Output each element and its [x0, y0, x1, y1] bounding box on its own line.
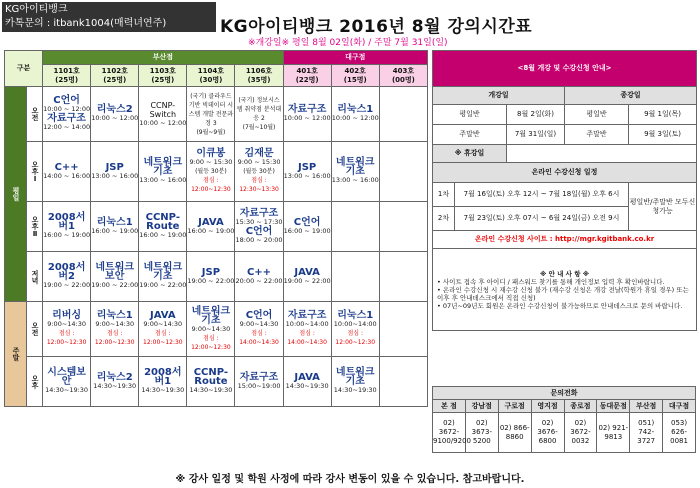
- contact-phone: 053) 626-0081: [663, 413, 696, 453]
- lunch-note: 점심 : 14:00~14:30: [287, 330, 327, 346]
- class-time: 19:00 ~ 22:00: [139, 281, 187, 289]
- class-name: 리눅스1: [337, 310, 374, 321]
- schedule-cell: [283, 202, 331, 252]
- schedule-cell: [139, 302, 187, 357]
- contact-table: [432, 386, 696, 453]
- notice-2: • 온라인 수강신청 시 재수강 신청 불가 (재수강 신청은 개강 전날(학원가 휴일 경우) 또는 이후 후 안내데스크에서 직접 신청): [437, 285, 689, 302]
- cell-note: (국기) 정보시스템 취약점 분석대응 2: [236, 97, 282, 122]
- room-header-text: 401호: [296, 66, 318, 75]
- schedule-cell: [283, 357, 331, 407]
- schedule-cell: [187, 202, 235, 252]
- class-name: C언어: [293, 216, 321, 228]
- contact-branch: 부산점: [630, 400, 663, 413]
- lunch-note: 점심 : 12:00~12:30: [191, 177, 231, 193]
- class-time: 18:00 ~ 20:00: [235, 235, 283, 244]
- class-time: 19:00 ~ 22:00: [91, 281, 139, 289]
- contact-branch: 대구점: [663, 400, 696, 413]
- contact-title: 문의전화: [433, 387, 696, 400]
- slot-am: 오전: [27, 87, 43, 142]
- room-header: [283, 65, 331, 87]
- schedule-cell: [331, 357, 379, 407]
- class-name: C++: [246, 266, 272, 278]
- online-round-2: 2차: [433, 207, 455, 231]
- class-name: C++: [54, 161, 79, 173]
- schedule-cell: [91, 142, 139, 202]
- class-time: 10:00 ~ 12:00: [91, 114, 139, 122]
- schedule-cell: [187, 252, 235, 302]
- schedule-cell: [91, 302, 139, 357]
- lunch-note: 점심 : 12:00~12:30: [143, 330, 183, 346]
- room-header-text: (25명): [103, 75, 127, 84]
- brand-box: [2, 2, 216, 32]
- cell-note: (월등 30분): [195, 168, 227, 175]
- class-time: 13:00 ~ 16:00: [283, 171, 331, 180]
- class-time: 15:00~19:00: [237, 381, 281, 390]
- contact-phone: 02) 3672-9100/9200: [433, 413, 466, 453]
- schedule-cell: [139, 142, 187, 202]
- class-name: JSP: [298, 161, 317, 173]
- schedule-cell: [379, 87, 427, 142]
- class-name: CCNP-Route: [193, 367, 229, 387]
- class-time: 14:30~19:30: [141, 386, 185, 394]
- schedule-cell: [43, 252, 91, 302]
- class-name: 리눅스1: [337, 104, 374, 115]
- class-time: 12:00 ~ 14:00: [43, 123, 91, 131]
- schedule-cell: [235, 252, 283, 302]
- schedule-cell: [187, 302, 235, 357]
- class-name: 리버싱: [52, 310, 82, 321]
- online-round-1: 1차: [433, 183, 455, 207]
- class-time: 13:00 ~ 16:00: [139, 176, 187, 184]
- class-name: 리눅스2: [96, 371, 133, 383]
- room-header-text: (35명): [247, 75, 271, 84]
- room-header-text: 1101호: [53, 66, 80, 75]
- signup-site-link[interactable]: 온라인 수강신청 사이트 : http://mgr.kgitbank.co.kr: [433, 231, 697, 249]
- schedule-cell: [283, 302, 331, 357]
- online-period-1: 7월 16일(토) 오후 12시 ~ 7월 18일(월) 오후 6시: [455, 183, 629, 207]
- schedule-cell: [187, 357, 235, 407]
- lunch-note: 점심 : 12:00~12:30: [335, 330, 376, 346]
- class-time: 10:00 ~ 12:00: [283, 114, 331, 122]
- room-header: [235, 65, 283, 87]
- room-header-text: (25명): [151, 75, 175, 84]
- schedule-cell: [379, 202, 427, 252]
- lunch-note: 점심 : 12:00~12:30: [191, 334, 231, 351]
- class-name: CCNP-Switch: [149, 100, 177, 119]
- class-name: C언어: [245, 310, 273, 321]
- class-name: JAVA: [150, 310, 176, 321]
- schedule-cell: [235, 357, 283, 407]
- contact-phone: 02) 3676-6800: [531, 413, 564, 453]
- schedule-cell: [43, 357, 91, 407]
- class-time: 10:00 ~ 12:00: [331, 114, 379, 122]
- info-header: <8월 개강 및 수강신청 안내>: [433, 51, 697, 87]
- schedule-cell: [43, 87, 91, 142]
- class-name: 자료구조: [287, 310, 327, 321]
- room-header-text: 1102호: [101, 66, 128, 75]
- close-head: 종강일: [565, 87, 697, 105]
- schedule-cell: [283, 252, 331, 302]
- class-name: 네트워크기초: [335, 367, 375, 387]
- class-name: 자료구조: [239, 207, 279, 219]
- class-time: 9:00~14:30: [47, 320, 87, 328]
- contact-branch: 본 점: [433, 400, 466, 413]
- class-name: CCNP-Route: [145, 212, 180, 232]
- class-name: 2008서버1: [47, 212, 86, 232]
- class-name: 네트워크 기초: [191, 305, 231, 326]
- schedule-table: [4, 50, 428, 407]
- room-header-text: (30명): [199, 75, 223, 84]
- room-header: [187, 65, 235, 87]
- schedule-cell: [235, 87, 283, 142]
- room-header-text: 402호: [344, 66, 366, 75]
- class-name: 네트워크기초: [335, 157, 375, 177]
- class-time: 9:00~14:30: [95, 320, 135, 328]
- contact-phone: 051) 742-3727: [630, 413, 663, 453]
- open-head: 개강일: [433, 87, 565, 105]
- contact-phone: 02) 921-9813: [597, 413, 630, 453]
- close-weekend-label: 주말반: [565, 125, 629, 145]
- class-time: 14:30~19:30: [93, 381, 137, 390]
- slot-pm2: 오후Ⅱ: [27, 202, 43, 252]
- class-time: 16:00 ~ 19:00: [43, 231, 91, 239]
- class-name: JAVA: [294, 266, 320, 278]
- class-name: 자료구조: [287, 104, 327, 115]
- class-name: C언어: [245, 225, 273, 237]
- class-time: 9:00 ~ 15:30: [189, 158, 233, 166]
- class-name: 리눅스1: [96, 310, 133, 321]
- brand-contact: 카톡문의 : itbank1004(매력녀연주): [5, 18, 167, 29]
- schedule-cell: [331, 87, 379, 142]
- schedule-cell: [91, 357, 139, 407]
- slot-pm1: 오후Ⅰ: [27, 142, 43, 202]
- schedule-cell: [139, 87, 187, 142]
- schedule-cell: [91, 87, 139, 142]
- cell-note: (월등 30분): [243, 168, 275, 175]
- busan-header: 부산점: [43, 51, 284, 65]
- footer-note: ※ 강사 일정 및 학원 사정에 따라 강사 변동이 있을 수 있습니다. 참고바랍니다.: [175, 474, 525, 485]
- room-header-text: 1104호: [197, 66, 225, 75]
- class-time: 16:00 ~ 19:00: [187, 226, 235, 235]
- contact-phone: 02) 3672-0032: [564, 413, 597, 453]
- open-weekend-date: 7월 31일(일): [507, 125, 565, 145]
- class-time: 10:00~14:00: [333, 320, 377, 328]
- class-time: 10:00 ~ 12:00: [43, 105, 91, 113]
- schedule-cell: [331, 302, 379, 357]
- schedule-cell: [379, 357, 427, 407]
- schedule-cell: [139, 202, 187, 252]
- lunch-note: 점심 : 12:00~12:30: [46, 330, 87, 346]
- page-subtitle: ※개강일※ 평일 8월 02일(화) / 주말 7월 31일(일): [248, 38, 448, 48]
- contact-phone: 02) 866-8860: [498, 413, 531, 453]
- schedule-cell: [235, 142, 283, 202]
- class-name: 자료구조: [239, 371, 279, 383]
- schedule-cell: [331, 202, 379, 252]
- weekday-label: 평일: [5, 87, 27, 302]
- daegu-header: 대구점: [283, 51, 427, 65]
- brand-name: KG아이티뱅크: [5, 4, 68, 15]
- schedule-cell: [91, 202, 139, 252]
- class-name: JSP: [201, 266, 221, 278]
- gubun-header: 구분: [5, 51, 43, 87]
- schedule-cell: [379, 252, 427, 302]
- class-time: 15:30 ~ 17:30: [235, 217, 283, 226]
- class-name: JAVA: [294, 371, 320, 383]
- slot-wpm: 오후: [27, 357, 43, 407]
- holiday-label: ※ 휴강일: [433, 145, 507, 163]
- class-time: 9:00~14:30: [239, 320, 279, 328]
- schedule-cell: [139, 252, 187, 302]
- room-header-text: 1103호: [149, 66, 176, 75]
- schedule-cell: [43, 302, 91, 357]
- class-time: 13:00 ~ 16:00: [91, 171, 139, 180]
- online-side-note: 평일반/주말반 모두신청가능: [629, 183, 697, 231]
- notice-box: [433, 249, 697, 331]
- class-name: C언어: [53, 95, 80, 106]
- notice-1: • 사이트 접속 후 아이디 / 패스워드 찾기를 통해 개인정보 입력 후 확인바랍니다.: [437, 277, 665, 286]
- class-time: 19:00 ~ 22:00: [43, 281, 91, 289]
- class-time: 13:00 ~ 16:00: [331, 176, 379, 184]
- room-header-text: 1106호: [245, 66, 273, 75]
- cell-note: (9월~9월): [196, 128, 226, 136]
- class-time: 16:00 ~ 19:00: [139, 231, 187, 239]
- class-time: 10:00 ~ 12:00: [139, 118, 187, 127]
- class-time: 16:00 ~ 19:00: [283, 226, 331, 235]
- class-time: 14:30~19:30: [285, 381, 329, 390]
- room-header: [91, 65, 139, 87]
- open-weekday-date: 8월 2일(화): [507, 105, 565, 125]
- page-title: KG아이티뱅크 2016년 8월 강의시간표: [220, 17, 533, 37]
- close-weekend-date: 9월 3일(토): [629, 125, 697, 145]
- class-name: 네트워크 기초: [143, 157, 183, 177]
- online-period-2: 7월 23일(토) 오후 07시 ~ 6월 24일(금) 오전 9시: [455, 207, 629, 231]
- cell-note: (7월~10월): [242, 124, 276, 131]
- online-title: 온라인 수강신청 일정: [433, 163, 697, 183]
- contact-phone: 02) 3673-5200: [465, 413, 498, 453]
- schedule-cell: [379, 302, 427, 357]
- class-time: 20:00 ~ 22:00: [235, 276, 283, 285]
- class-time: 10:00~14:00: [285, 320, 329, 328]
- cell-note: (국기) 클라우드 기반 빅데이터 시스템 개발 전문과정 3: [188, 92, 234, 127]
- class-name: 리눅스1: [96, 216, 133, 228]
- contact-branch: 강남점: [465, 400, 498, 413]
- schedule-cell: [283, 87, 331, 142]
- notice-title: ※ 안 내 사 항 ※: [539, 269, 590, 278]
- class-time: 9:00~14:30: [191, 324, 231, 333]
- schedule-cell: [235, 302, 283, 357]
- room-header-text: 403호: [392, 66, 415, 75]
- weekend-label: 주말: [5, 302, 27, 407]
- class-time: 14:30~19:30: [189, 386, 233, 394]
- room-header-text: (25명): [55, 75, 79, 84]
- close-weekday-date: 9월 1일(목): [629, 105, 697, 125]
- schedule-cell: [187, 142, 235, 202]
- room-header: [43, 65, 91, 87]
- schedule-cell: [187, 87, 235, 142]
- room-header: [331, 65, 379, 87]
- schedule-cell: [331, 142, 379, 202]
- info-panel: [432, 50, 697, 331]
- class-time: 19:00 ~ 22:00: [283, 276, 331, 285]
- lunch-note: 점심 : 12:00~12:30: [94, 330, 135, 346]
- class-time: 19:00 ~ 22:00: [187, 276, 235, 285]
- class-time: 14:00 ~ 16:00: [43, 171, 91, 180]
- schedule-cell: [331, 252, 379, 302]
- schedule-cell: [235, 202, 283, 252]
- lunch-note: 점심 : 12:30~13:30: [239, 177, 279, 193]
- class-name: 네트워크 보안: [95, 262, 135, 282]
- class-name: 네트워크 기초: [143, 262, 183, 282]
- class-time: 14:30~19:30: [333, 386, 377, 394]
- open-weekday-label: 평일반: [433, 105, 507, 125]
- class-time: 9:00 ~ 15:30: [237, 158, 281, 166]
- lunch-note: 점심 : 14:00~14:30: [239, 330, 279, 346]
- room-header-text: (22명): [295, 75, 319, 84]
- contact-branch: 종로점: [564, 400, 597, 413]
- schedule-cell: [43, 142, 91, 202]
- class-time: 16:00 ~ 19:00: [91, 226, 139, 235]
- slot-eve: 저녁: [27, 252, 43, 302]
- class-name: 시스템보안: [47, 367, 86, 387]
- notice-3: • 07년~09년도 회원은 온라인 수강신청이 불가능하므로 안내데스크로 문의 바랍니다.: [437, 301, 683, 310]
- room-header-text: (15명): [343, 75, 367, 84]
- schedule-cell: [139, 357, 187, 407]
- class-name: 이큐봉: [196, 148, 226, 159]
- class-name: 2008서버1: [144, 367, 182, 387]
- schedule-cell: [43, 202, 91, 252]
- close-weekday-label: 평일반: [565, 105, 629, 125]
- room-header-text: (00명): [391, 75, 415, 84]
- schedule-cell: [91, 252, 139, 302]
- class-name: 자료구조: [47, 113, 86, 124]
- class-time: 14:30~19:30: [45, 386, 89, 394]
- slot-wam: 오전: [27, 302, 43, 357]
- class-name: 김재문: [244, 148, 274, 159]
- class-name: 리눅스2: [96, 104, 133, 115]
- room-header: [139, 65, 187, 87]
- schedule-cell: [379, 142, 427, 202]
- contact-branch: 영지점: [531, 400, 564, 413]
- contact-branch: 동대문점: [597, 400, 630, 413]
- class-name: 2008서버2: [47, 262, 86, 282]
- schedule-cell: [283, 142, 331, 202]
- class-name: JAVA: [198, 216, 224, 228]
- class-name: JSP: [105, 161, 124, 173]
- contact-branch: 구로점: [498, 400, 531, 413]
- class-time: 9:00~14:30: [143, 320, 183, 328]
- open-weekend-label: 주말반: [433, 125, 507, 145]
- room-header: [379, 65, 427, 87]
